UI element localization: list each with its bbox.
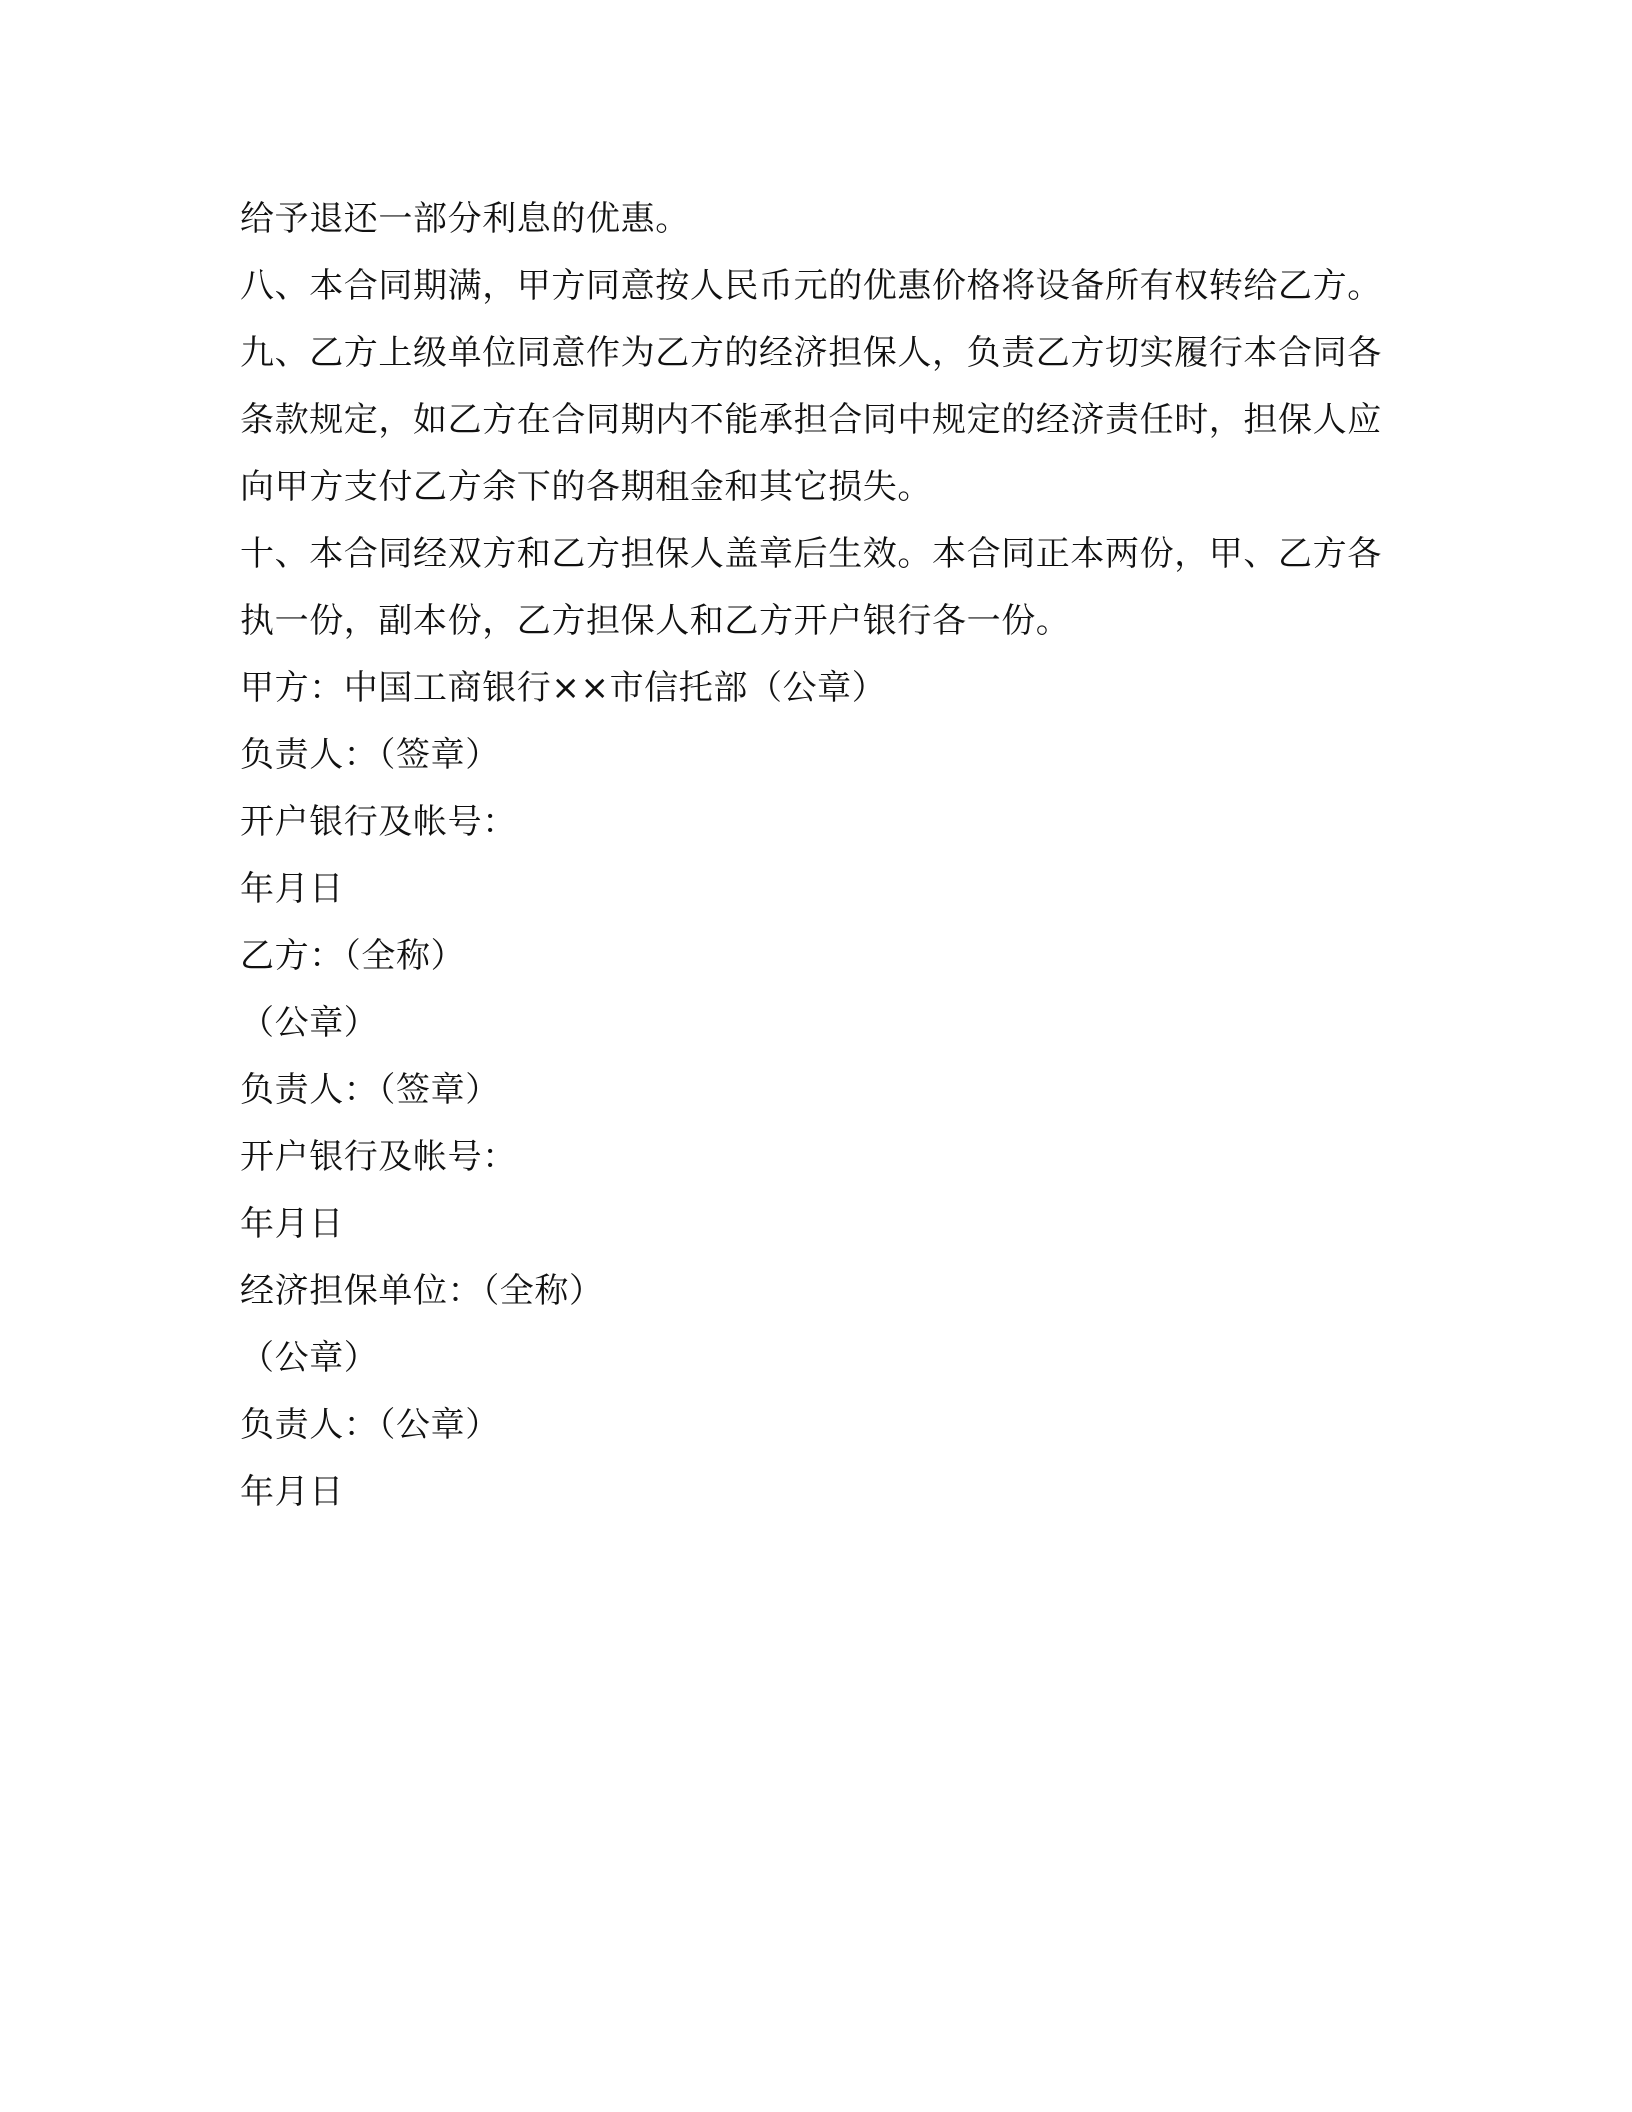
- party-b-date: 年月日: [240, 1204, 344, 1244]
- party-a-date: 年月日: [240, 869, 344, 909]
- party-a-responsible: 负责人：（签章）: [240, 735, 500, 775]
- party-b-seal: （公章）: [240, 1003, 379, 1043]
- guarantor-seal: （公章）: [240, 1338, 379, 1378]
- paragraph-continuation: 给予退还一部分利息的优惠。: [240, 199, 690, 239]
- party-b-responsible: 负责人：（签章）: [240, 1070, 500, 1110]
- party-b-bank-account: 开户银行及帐号：: [240, 1137, 517, 1177]
- party-b-name: 乙方：（全称）: [240, 936, 466, 976]
- guarantor-name: 经济担保单位：（全称）: [240, 1271, 604, 1311]
- guarantor-responsible: 负责人：（公章）: [240, 1405, 500, 1445]
- clause-nine: 九、乙方上级单位同意作为乙方的经济担保人，负责乙方切实履行本合同各条款规定，如乙方在合同期内不能承担合同中规定的经济责任时，担保人应向甲方支付乙方余下的各期租金和其它损失。: [240, 333, 1382, 507]
- document-body: [240, 186, 1400, 1526]
- party-a-bank-account: 开户银行及帐号：: [240, 802, 517, 842]
- clause-eight: 八、本合同期满，甲方同意按人民币元的优惠价格将设备所有权转给乙方。: [240, 266, 1382, 306]
- party-a-name: 甲方：中国工商银行××市信托部（公章）: [240, 668, 887, 708]
- guarantor-date: 年月日: [240, 1472, 344, 1512]
- clause-ten: 十、本合同经双方和乙方担保人盖章后生效。本合同正本两份，甲、乙方各执一份，副本份，乙方担保人和乙方开户银行各一份。: [240, 534, 1382, 641]
